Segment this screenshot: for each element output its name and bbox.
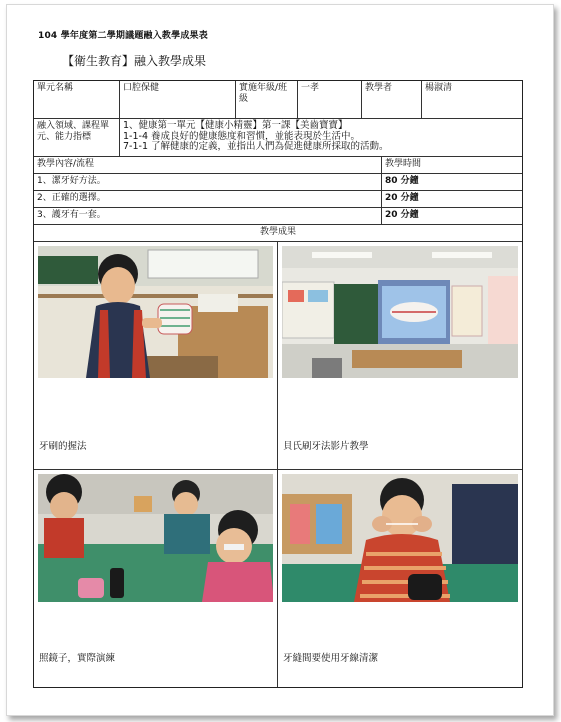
photo-classroom-projector (282, 246, 518, 378)
unit-row (34, 81, 522, 119)
integration-line: 7-1-1 了解健康的定義，並指出人們為促進健康所採取的活動。 (123, 141, 389, 152)
step-time: 80 分鐘 (385, 176, 419, 186)
grade-label: 實施年級/班級 (236, 81, 298, 118)
document-subtitle: 【衛生教育】融入教學成果 (62, 54, 207, 68)
photo-grid (34, 242, 522, 687)
photo-students-mirror-practice (38, 474, 273, 602)
step-time: 20 分鐘 (385, 210, 419, 220)
integration-content (120, 119, 522, 156)
teacher-value: 楊淑清 (425, 83, 453, 93)
document-title: 104 學年度第二學期議題融入教學成果表 (38, 31, 208, 41)
results-table (33, 80, 523, 688)
photo-boy-holding-toothbrush-model (38, 246, 273, 378)
photo-boy-flossing (282, 474, 518, 602)
photo-caption: 照鏡子，實際演練 (39, 653, 116, 664)
content-header: 教學內容/流程 (34, 157, 382, 173)
step-text: 1、潔牙好方法。 (34, 174, 382, 190)
photo-caption: 貝氏刷牙法影片教學 (283, 441, 369, 452)
integration-line: 1-1-4 養成良好的健康態度和習慣，並能表現於生活中。 (123, 130, 361, 142)
unit-value: 口腔保健 (120, 81, 236, 118)
photo-cell (34, 242, 278, 470)
photo-cell (278, 242, 522, 470)
grade-value: 一孝 (298, 81, 362, 118)
photo-students-mirror-practice (38, 474, 273, 602)
integration-row (34, 119, 522, 157)
results-header: 教學成果 (259, 227, 296, 237)
step-row (34, 191, 522, 208)
step-text: 2、正確的選擇。 (34, 191, 382, 207)
time-header: 教學時間 (385, 159, 422, 169)
photo-cell (278, 470, 522, 687)
integration-label: 融入領域、課程單元、能力指標 (34, 119, 120, 156)
step-row (34, 208, 522, 225)
photo-cell (34, 470, 278, 687)
teacher-label: 教學者 (362, 81, 422, 118)
photo-boy-holding-toothbrush-model (38, 246, 273, 378)
step-time: 20 分鐘 (385, 193, 419, 203)
step-row (34, 174, 522, 191)
step-text: 3、護牙有一套。 (34, 208, 382, 224)
unit-label: 單元名稱 (34, 81, 120, 118)
photo-boy-flossing (282, 474, 518, 602)
photo-classroom-projector (282, 246, 518, 378)
integration-line: 1、健康第一單元【健康小精靈】第一課【美齒寶寶】 (123, 120, 348, 131)
results-header-row (34, 225, 522, 242)
content-header-row (34, 157, 522, 174)
photo-caption: 牙刷的握法 (39, 441, 87, 452)
photo-caption: 牙縫間要使用牙線清潔 (283, 653, 379, 664)
